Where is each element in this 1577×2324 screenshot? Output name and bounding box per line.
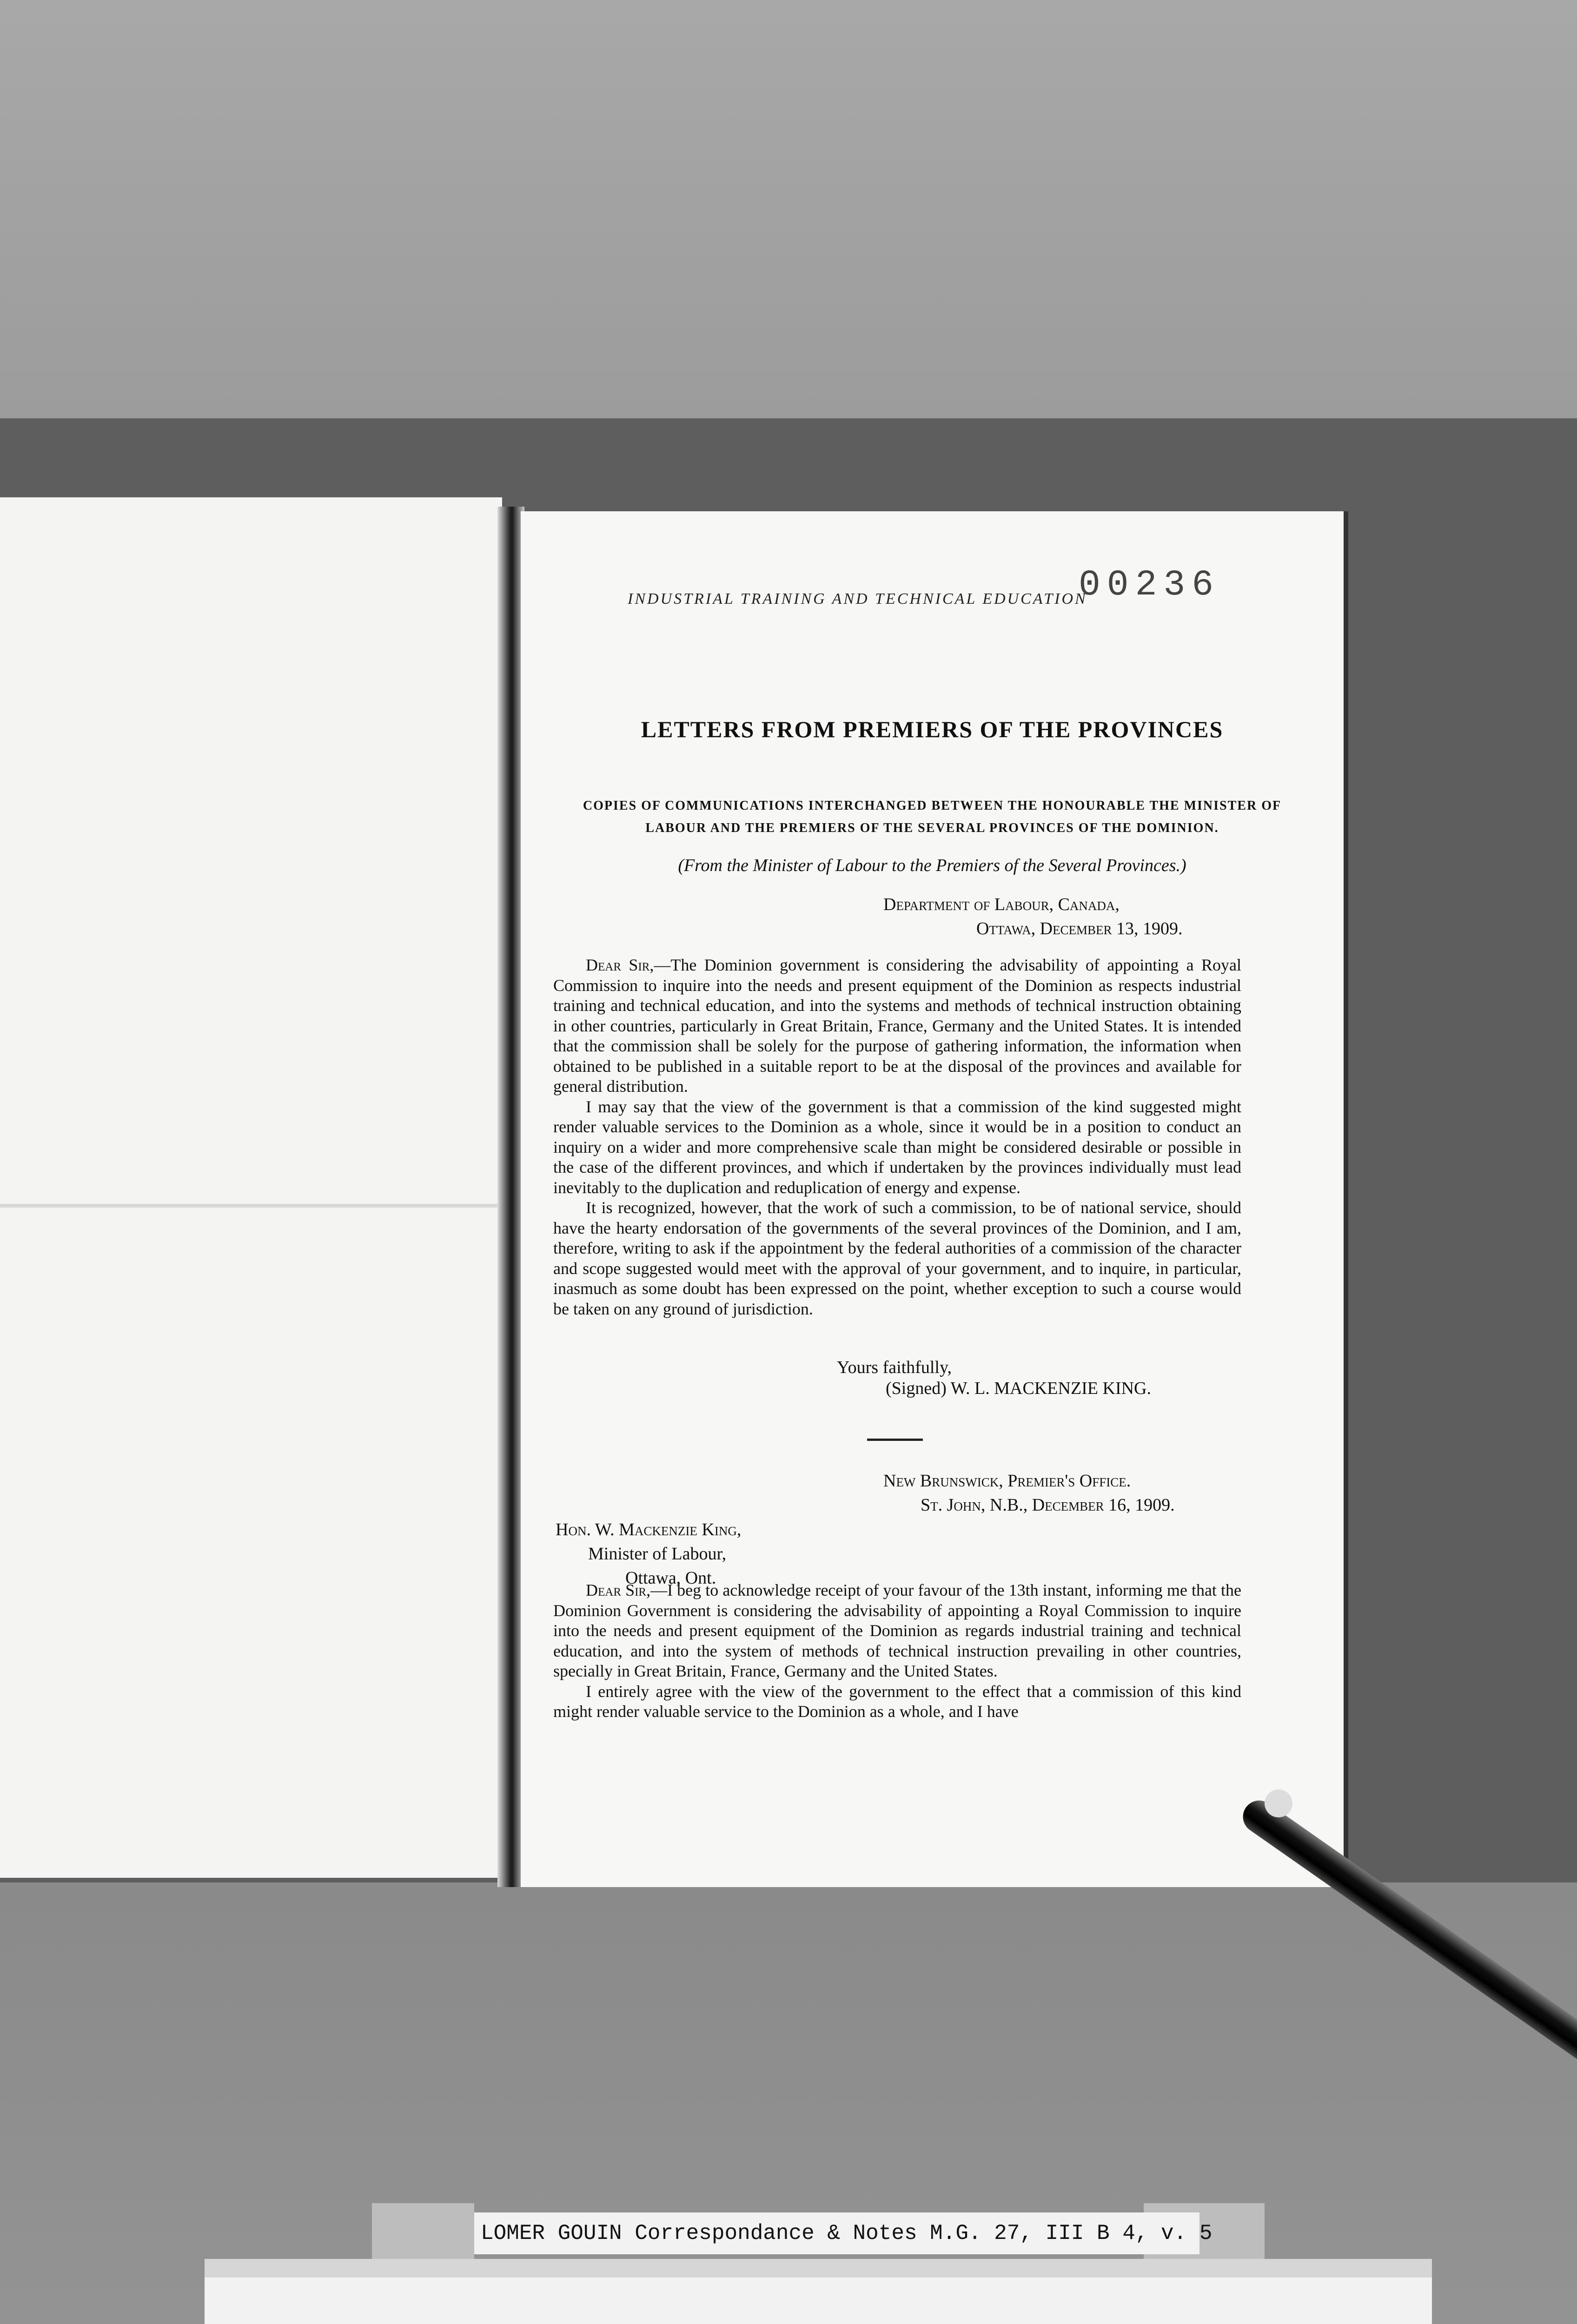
page-subtitle xyxy=(549,795,1316,839)
letter2-paragraph-1 xyxy=(553,1580,1241,1682)
archive-reference-strip: LOMER GOUIN Correspondance & Notes M.G. 27, III B 4, v. 5 xyxy=(474,2212,1199,2254)
letter2-recipient xyxy=(556,1518,741,1590)
letter1-sender-dept: Department of Labour, Canada, xyxy=(883,895,1120,914)
letter-origin-note: (From the Minister of Labour to the Premiers of the Several Provinces.) xyxy=(678,856,1186,875)
letter2-recipient-city: Ottawa, Ont. xyxy=(625,1568,716,1588)
subtitle-line-1: COPIES OF COMMUNICATIONS INTERCHANGED BETWEEN THE HONOURABLE THE MINISTER OF xyxy=(583,799,1282,813)
letter2-paragraph-1-text: —I beg to acknowledge receipt of your favour of the 13th instant, informing me that the Dominion Government is considering the advisability of appointing a Royal Commission to inquire into the needs and present equipment of the Dominion as regards industrial training and technical education, and into the system of methods of technical instruction prevailing in other countries, specially in Great Britain, France, Germany and the United States. xyxy=(553,1581,1241,1680)
page-fold-line xyxy=(0,1204,502,1208)
section-divider xyxy=(867,1439,923,1441)
letter1-paragraph-1 xyxy=(553,955,1241,1097)
tape-left xyxy=(372,2203,474,2268)
background-lower xyxy=(0,1882,1577,2324)
letter2-sender-date: St. John, N.B., December 16, 1909. xyxy=(921,1495,1175,1515)
subtitle-line-2: LABOUR AND THE PREMIERS OF THE SEVERAL PROVINCES OF THE DOMINION. xyxy=(645,821,1219,835)
left-blank-page xyxy=(0,497,502,1878)
letter1-signature: (Signed) W. L. MACKENZIE KING. xyxy=(886,1379,1152,1398)
letter1-paragraph-2: I may say that the view of the government is that a commission of the kind suggested might render valuable services to the Dominion as a whole, since it would be in a position to conduct an inquiry on a wider and more comprehensive scale than might be considered desirable or possible in the case of the different provinces, and which if undertaken by the provinces individually must lead inevitably to the duplication and reduplication of energy and expense. xyxy=(553,1097,1241,1197)
page-edge xyxy=(1344,511,1348,1887)
background-wall xyxy=(0,0,1577,418)
letter1-sender xyxy=(883,892,1183,941)
letter2-recipient-title: Minister of Labour, xyxy=(588,1544,727,1564)
letter1-sender-date: Ottawa, December 13, 1909. xyxy=(976,919,1183,938)
letter2-paragraph-2: I entirely agree with the view of the government to the effect that a commission of this kind might render valuable service to the Dominion as a whole, and I have xyxy=(553,1682,1241,1721)
card-shadow xyxy=(205,2259,1432,2278)
letter1-salutation: Dear Sir, xyxy=(586,956,654,974)
letter2-body xyxy=(553,1580,1241,1722)
archive-page-stamp: 00236 xyxy=(1079,565,1220,606)
letter2-sender xyxy=(883,1469,1175,1517)
letter1-paragraph-3: It is recognized, however, that the work of such a commission, to be of national service, should have the hearty endorsation of the governments of the several provinces of the Dominion, and I am, therefore, writing to ask if the appointment by the federal authorities of a commission of the character and scope suggested would meet with the approval of your government, and to inquire, in particular, inasmuch as some doubt has been expressed on the point, whether exception to such a course would be taken on any ground of jurisdiction. xyxy=(553,1198,1241,1318)
letter2-sender-office: New Brunswick, Premier's Office. xyxy=(883,1471,1131,1491)
page-title: LETTERS FROM PREMIERS OF THE PROVINCES xyxy=(641,716,1224,742)
letter1-closing: Yours faithfully, xyxy=(837,1358,952,1377)
letter1-paragraph-1-text: —The Dominion government is considering the advisability of appointing a Royal Commission to inquire into the needs and present equipment of the Dominion as respects industrial training and technical education, and into the systems and methods of technical instruction obtaining in other countries, particularly in Great Britain, France, Germany and the United States. It is intended that the commission shall be solely for the purpose of gathering information, the information when obtained to be published in a suitable report to be at the disposal of the provinces and available for general distribution. xyxy=(553,956,1241,1096)
letter2-recipient-name: Hon. W. Mackenzie King, xyxy=(556,1520,742,1539)
letter2-salutation: Dear Sir, xyxy=(586,1581,651,1599)
running-header: INDUSTRIAL TRAINING AND TECHNICAL EDUCATION xyxy=(628,590,1087,607)
archive-card xyxy=(205,2259,1432,2324)
letter1-body xyxy=(553,955,1241,1319)
